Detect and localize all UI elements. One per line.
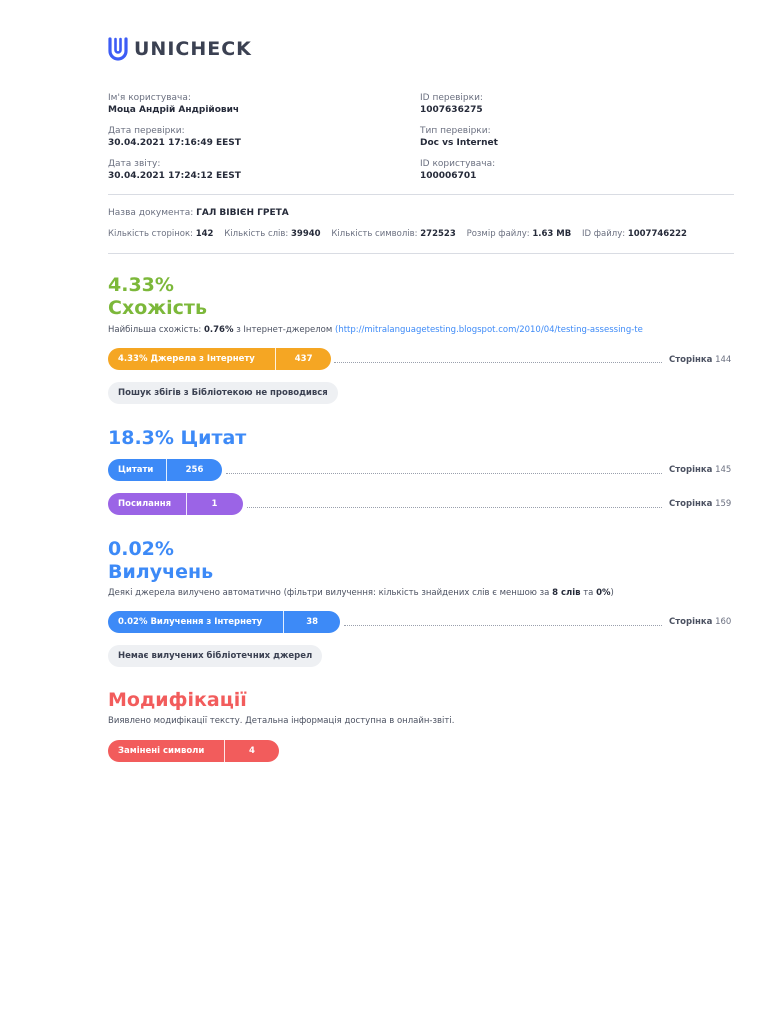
unicheck-u-icon <box>108 37 128 61</box>
quotes-count: 256 <box>166 459 222 481</box>
report-date-value: 30.04.2021 17:24:12 EEST <box>108 171 241 181</box>
page-number: 160 <box>715 617 732 627</box>
divider <box>108 194 734 195</box>
references-pill[interactable] <box>108 493 243 515</box>
top-similarity-source: з Інтернет-джерелом <box>236 325 333 335</box>
document-name-row <box>108 208 289 218</box>
leader-dots <box>247 507 662 509</box>
page-label: Сторінка <box>669 355 713 365</box>
file-id-value: 1007746222 <box>627 229 687 239</box>
chars-label: Кількість символів: <box>331 229 418 239</box>
leader-dots <box>334 362 662 364</box>
pages-label: Кількість сторінок: <box>108 229 194 239</box>
document-stats-row <box>108 229 687 239</box>
references-label: Посилання <box>118 499 172 509</box>
citations-title: 18.3% Цитат <box>108 427 247 449</box>
top-similarity-label: Найбільша схожість: <box>108 325 202 335</box>
exclusions-note <box>108 588 614 598</box>
references-count: 1 <box>186 493 242 515</box>
similarity-percent: 4.33% <box>108 274 174 296</box>
user-id-label: ID користувача: <box>420 159 496 169</box>
page-label: Сторінка <box>669 499 713 509</box>
report-date-label: Дата звіту: <box>108 159 161 169</box>
modifications-note: Виявлено модифікації тексту. Детальна інформація доступна в онлайн-звіті. <box>108 716 455 726</box>
exclusions-note-end: ) <box>610 588 614 598</box>
internet-sources-label: 4.33% Джерела з Інтернету <box>118 354 255 364</box>
brand-name: UNICHECK <box>134 38 252 60</box>
check-id-value: 1007636275 <box>420 105 483 115</box>
top-similarity-row <box>108 325 643 335</box>
check-type-value: Doc vs Internet <box>420 138 498 148</box>
pages-value: 142 <box>195 229 214 239</box>
page-number: 144 <box>715 355 732 365</box>
check-date-value: 30.04.2021 17:16:49 EEST <box>108 138 241 148</box>
exclusions-percent: 0.02% <box>108 538 174 560</box>
internet-exclusions-count: 38 <box>283 611 340 633</box>
references-page-ref <box>669 499 731 509</box>
user-id-block <box>420 159 495 181</box>
library-exclusions-note: Немає вилучених бібліотечних джерел <box>108 645 322 667</box>
internet-exclusions-label: 0.02% Вилучення з Інтернету <box>118 617 263 627</box>
replaced-characters-pill[interactable] <box>108 740 279 762</box>
check-type-block <box>420 126 498 148</box>
page-label: Сторінка <box>669 465 713 475</box>
exclusions-title: Вилучень <box>108 561 214 583</box>
quotes-label: Цитати <box>118 465 154 475</box>
document-name-label: Назва документа: <box>108 208 194 218</box>
modifications-title: Модифікації <box>108 689 247 711</box>
leader-dots <box>344 625 662 627</box>
file-id-label: ID файлу: <box>582 229 626 239</box>
page-number: 159 <box>715 499 732 509</box>
page-number: 145 <box>715 465 732 475</box>
top-similarity-value: 0.76% <box>203 325 234 335</box>
exclusions-note-text: Деякі джерела вилучено автоматично (фільтри вилучення: кількість знайдених слів є меншою за <box>108 588 550 598</box>
replaced-characters-label: Замінені символи <box>118 746 205 756</box>
report-date-block <box>108 159 241 181</box>
size-label: Розмір файлу: <box>466 229 530 239</box>
document-name-value: ГАЛ ВІВІЄН ГРЕТА <box>196 208 289 218</box>
exclusions-page-ref <box>669 617 731 627</box>
similarity-page-ref <box>669 355 731 365</box>
internet-exclusions-pill[interactable] <box>108 611 340 633</box>
page-label: Сторінка <box>669 617 713 627</box>
similarity-title: Схожість <box>108 297 207 319</box>
words-label: Кількість слів: <box>224 229 289 239</box>
exclusions-note-words: 8 слів <box>552 588 581 598</box>
quotes-page-ref <box>669 465 731 475</box>
exclusions-note-percent: 0% <box>596 588 611 598</box>
internet-sources-count: 437 <box>275 348 331 370</box>
library-search-note: Пошук збігів з Бібліотекою не проводився <box>108 382 338 404</box>
exclusions-note-mid: та <box>583 588 594 598</box>
leader-dots <box>226 473 662 475</box>
check-id-block <box>420 93 483 115</box>
user-id-value: 100006701 <box>420 171 477 181</box>
user-name-block <box>108 93 239 115</box>
check-id-label: ID перевірки: <box>420 93 483 103</box>
unicheck-logo <box>108 37 252 61</box>
replaced-characters-count: 4 <box>224 740 279 762</box>
words-value: 39940 <box>291 229 321 239</box>
size-value: 1.63 MB <box>532 229 572 239</box>
internet-sources-pill[interactable] <box>108 348 331 370</box>
chars-value: 272523 <box>420 229 456 239</box>
user-name-value: Моца Андрій Андрійович <box>108 105 240 115</box>
user-name-label: Ім'я користувача: <box>108 93 191 103</box>
check-date-block <box>108 126 241 148</box>
top-similarity-link[interactable]: (http://mitralanguagetesting.blogspot.com/2010/04/testing-assessing-te <box>335 325 643 335</box>
check-type-label: Тип перевірки: <box>420 126 491 136</box>
divider <box>108 253 734 254</box>
quotes-pill[interactable] <box>108 459 222 481</box>
check-date-label: Дата перевірки: <box>108 126 185 136</box>
